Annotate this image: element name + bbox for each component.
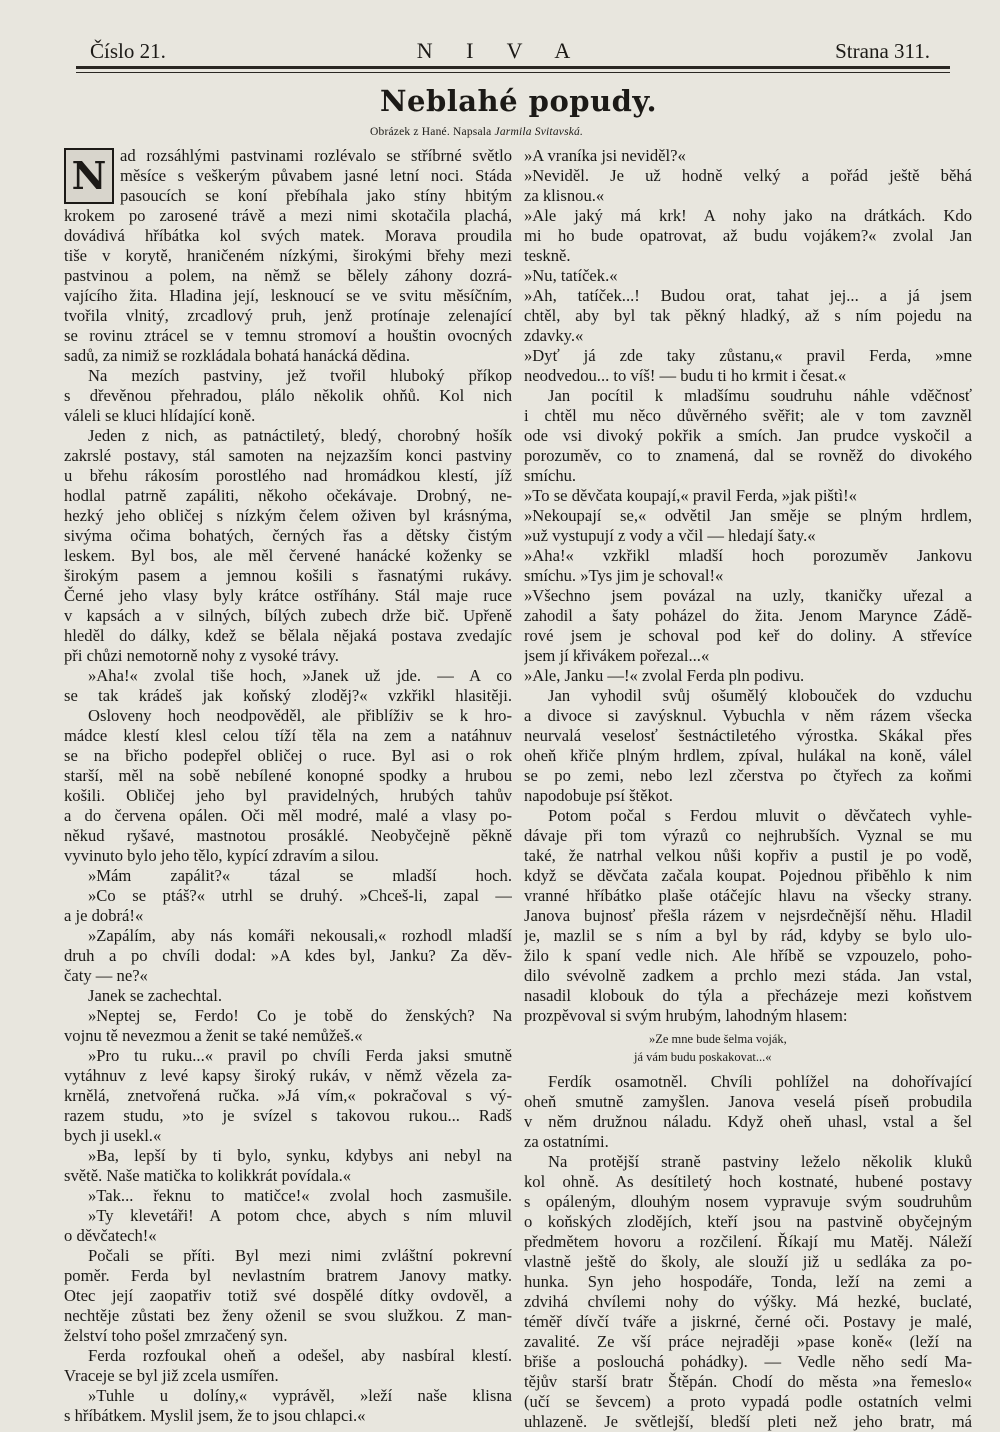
text-line: žilo k spaní vedle nich. Ale hříbě se vzpouzelo, poho-	[524, 946, 972, 965]
text-line: předmětem hovoru a rozčilení. Říkají mu Matěj. Náleží	[524, 1232, 972, 1251]
text-line: poměr. Ferda byl nevlastním bratrem Janovy matky.	[64, 1266, 512, 1285]
text-line: smíchu. »Tys jim je schoval!«	[524, 566, 724, 585]
text-line: jsem jí křivákem pořezal...«	[524, 646, 710, 665]
text-line: smíchu.	[524, 466, 577, 485]
text-line: oheň křiče plným hrdlem, zpíval, hulákal na koně, válel	[524, 746, 972, 765]
text-line: vyvinuto bylo jeho tělo, kypící zdravím a silou.	[64, 846, 379, 865]
text-line: Na protější straně pastviny leželo několik kluků	[548, 1152, 972, 1171]
text-line: tvořila vlnitý, zrcadlový pruh, jenž protínaje zelenající	[64, 306, 512, 325]
text-line: vajícího žita. Hladina její, lesknoucí se ve svitu měsíčním,	[64, 286, 512, 305]
text-line: sadů, za nimiž se rozkládala bohatá hanácká dědina.	[64, 346, 411, 365]
text-line: »Mám zapálit?« tázal se mladší hoch.	[88, 866, 512, 885]
text-line: zakrslé postavy, stál samoten na nejzazším konci pastviny	[64, 446, 512, 465]
text-line: světě. Naše matička to kolikkrát povídala.«	[64, 1166, 352, 1185]
header-rule-thin	[76, 72, 950, 73]
text-line: »To se děvčata koupají,« pravil Ferda, »jak pištì!«	[524, 486, 857, 505]
right-column	[524, 146, 972, 1432]
text-line: »Pro tu ruku...« pravil po chvíli Ferda jaksi smutně	[88, 1046, 512, 1065]
text-line: a je dobrá!«	[64, 906, 144, 925]
text-line: když se děvčata začala koupat. Pojednou přiběhlo k nim	[524, 866, 972, 885]
text-line: »A vraníka jsi neviděl?«	[524, 146, 686, 165]
text-line: s hříbátkem. Myslil jsem, že to jsou chlapci.«	[64, 1406, 366, 1425]
text-line: Ferdík osamotněl. Chvíli pohlížel na dohořívající	[548, 1072, 972, 1091]
text-line: čaty — ne?«	[64, 966, 148, 985]
text-line: Ferda rozfoukal oheň a odešel, aby nasbíral klestí.	[88, 1346, 512, 1365]
text-line: hezký jeho obličej s nízkým čelem oživen byl krásnýma,	[64, 506, 512, 525]
text-line: s dřevěnou přehradou, plálo několik ohňů. Kol nich	[64, 386, 512, 405]
text-line: »Tak... řeknu to matičce!« zvolal hoch zasmušile.	[88, 1186, 512, 1205]
text-line: želství toho pošel zmrzačený syn.	[64, 1326, 288, 1345]
issue-number: Číslo 21.	[90, 39, 166, 63]
text-line: a do červena opálen. Oči měl modré, malé a vlasy po-	[64, 806, 512, 825]
text-line: »Ale, Janku —!« zvolal Ferda pln podivu.	[524, 666, 805, 685]
text-line: se po zemi, nebo lezl zčerstva po čtyřech za koňmi	[524, 766, 972, 785]
text-line: porozuměv, co to znamená, dal se rovněž do divokého	[524, 446, 972, 465]
left-column	[64, 146, 512, 1426]
text-line: za klisnou.«	[524, 186, 605, 205]
text-line: teskně.	[524, 246, 571, 265]
text-line: dovádivá hříbátka kol svých matek. Morava proudila	[64, 226, 512, 245]
text-line: Janova bujnosť přešla rázem v nejsrdečnější něhu. Hladil	[524, 906, 972, 925]
text-line: rové jsem je schoval pod keř do doliny. A střevíce	[524, 626, 972, 645]
text-line: »Všechno jsem povázal na uzly, tkaničky uřezal a	[524, 586, 972, 605]
text-line: »Tuhle u dolíny,« vyprávěl, »leží naše klisna	[88, 1386, 512, 1405]
text-line: o koňských zlodějích, kteří jsou na pastvině obyčejným	[524, 1212, 972, 1231]
text-line: »už vystupují z vody a včil — hledají šaty.«	[524, 526, 816, 545]
text-line: vranné hříbátko plaše otáčejíc hlavu na všecky strany.	[524, 886, 972, 905]
text-line: sivýma očima bohatých, černých řas a dětsky čistým	[64, 526, 512, 545]
text-line: »Ale jaký má krk! A nohy jako na drátkách. Kdo	[524, 206, 972, 225]
page-number: Strana 311.	[835, 39, 930, 63]
text-line: vytáhnuv z levé kapsy široký rukáv, v němž vězela za-	[64, 1066, 512, 1085]
article-title: Neblahé popudy.	[380, 84, 658, 118]
text-line: v něm družnou náladu. Když oheň uhasl, vstal a šel	[524, 1112, 972, 1131]
text-line: »Aha!« vzkřikl mladší hoch porozuměv Jankovu	[524, 546, 972, 565]
text-line: »Ah, tatíček...! Budou orat, tahat jej... a já jsem	[524, 286, 972, 305]
text-line: mádce klestí klesl celou tíží těla na zem a natáhnuv	[64, 726, 512, 745]
text-line: Počali se příti. Byl mezi nimi zvláštní pokrevní	[88, 1246, 512, 1265]
text-line: neurvalá veselosť šestnáctiletého výrostka. Skákal přes	[524, 726, 972, 745]
text-line: Černé jeho vlasy byly krátce ostříhány. Stál maje ruce	[64, 586, 512, 605]
running-header	[90, 38, 930, 64]
text-line: někud ryšavé, mastnotou prosáklé. Neobyčejně pěkně	[64, 826, 512, 845]
text-line: »Ba, lepší by ti bylo, synku, kdybys ani nebyl na	[88, 1146, 512, 1165]
text-line: tiše v korytě, hraničeném nízkými, širokými břehy mezi	[64, 246, 512, 265]
verse-line: já vám budu poskakovat...«	[634, 1050, 772, 1064]
song-verse	[524, 1030, 972, 1066]
text-line: Jan pocítil k mladšímu soudruhu náhle vděčnosť	[548, 386, 972, 405]
text-line: dilo svévolně zadkem a prchlo mezi stáda. Jan vstal,	[524, 966, 972, 985]
text-line: Na mezích pastviny, jež tvořil hluboký příkop	[88, 366, 512, 385]
text-line: Janek se zachechtal.	[88, 986, 223, 1005]
byline-author: Jarmila Svitavská.	[494, 126, 584, 138]
text-line: »Zapálím, aby nás komáři nekousali,« rozhodl mladší	[88, 926, 512, 945]
text-line: razem studu, »to je svízel s takovou rukou... Radš	[64, 1106, 512, 1125]
text-line: »Ty klevetáři! A potom chce, abych s ním mluvil	[88, 1206, 512, 1225]
text-line: ode vsi divoký pokřik a smích. Jan prudce vyskočil a	[524, 426, 972, 445]
text-line: nasadil klobouk do týla a přecházeje mezi koňstvem	[524, 986, 972, 1005]
text-line: zavalité. Ze vší práce nejraději »pase koně« (leží na	[524, 1332, 972, 1351]
text-line: při chůzi nemotorně nohy z vysoké trávy.	[64, 646, 339, 665]
text-line: kol ohně. As desítiletý hoch kostnaté, hubené postavy	[524, 1172, 972, 1191]
text-line: Potom počal s Ferdou mluvit o děvčatech vyhle-	[548, 806, 972, 825]
text-line: »Dyť já zde taky zůstanu,« pravil Ferda, »mne	[524, 346, 972, 365]
text-line: s opáleným, dlouhým nosem vypravuje svým soudruhům	[524, 1192, 972, 1211]
text-line: neodvedou... to víš! — budu ti ho krmit i česat.«	[524, 366, 847, 385]
text-line: širokým pasem a jemnou košili s řasnatými rukávy.	[64, 566, 512, 585]
text-line: mi ho bude opatrovat, až budu vojákem?« zvolal Jan	[524, 226, 972, 245]
drop-cap: N	[64, 148, 114, 204]
publication-name: N I V A	[416, 38, 585, 63]
text-line: téměř dívčí tváře a jiskrné, černé oči. Postavy je malé,	[524, 1312, 972, 1331]
text-line: »Neviděl. Je už hodně velký a pořád ještě běhá	[524, 166, 972, 185]
text-line: bych ji usekl.«	[64, 1126, 162, 1145]
text-line: napodobuje psí štěkot.	[524, 786, 673, 805]
header-rule-thick	[76, 66, 950, 69]
text-line: vojnu tě nevezmou a ženit se také nemůžeš.«	[64, 1026, 363, 1045]
text-line: oheň smutně zamyšlen. Janova veselá píseň probudila	[524, 1092, 972, 1111]
text-line: »Nekoupají se,« odvětil Jan směje se plným hrdlem,	[524, 506, 972, 525]
text-line: tějův starší bratr Štěpán. Chodí do města »na řemeslo«	[524, 1372, 972, 1391]
text-line: dávaje při tom výrazů co nejhrubších. Vyznal se mu	[524, 826, 972, 845]
text-line: »Aha!« zvolal tiše hoch, »Janek už jde. — A co	[88, 666, 512, 685]
text-line: prozpěvoval si svým hrubým, lahodným hlasem:	[524, 1006, 848, 1025]
text-line: hunka. Syn jeho hospodáře, Tonda, leží na zemi a	[524, 1272, 972, 1291]
text-line: měsíce s veškerým půvabem jasné letní noci. Stáda	[120, 166, 512, 185]
text-line: zdvihá chvílemi nohy do výšky. Má hezké, buclaté,	[524, 1292, 972, 1311]
text-line: starší, měl na sobě nebílené konopné spodky a hrubou	[64, 766, 512, 785]
verse-line: »Ze mne bude šelma voják,	[649, 1032, 787, 1046]
text-line: krnělá, znetvořená ručka. »Já vím,« pokračoval s vý-	[64, 1086, 512, 1105]
byline-prefix: Obrázek z Hané. Napsala	[370, 126, 492, 138]
text-line: Vraceje se byl již zcela usmířen.	[64, 1366, 279, 1385]
text-line: pasoucích se koní přebíhala jako stíny hbitým	[120, 186, 512, 205]
text-line: Jeden z nich, as patnáctiletý, bledý, chorobný hošík	[88, 426, 512, 445]
text-line: zdavky.«	[524, 326, 584, 345]
text-line: uhlazeně. Je světlejší, bledší pleti než jeho bratr, má	[524, 1412, 972, 1431]
text-line: vlastně ještě do školy, ale slouží již u sedláka za po-	[524, 1252, 972, 1271]
text-line: v kapsách a v silných, bílých zubech drže bič. Upřeně	[64, 606, 512, 625]
text-line: »Co se ptáš?« utrhl se druhý. »Chceš-li, zapal —	[88, 886, 512, 905]
text-line: Osloveny hoch neodpověděl, ale přiblíživ se k hro-	[88, 706, 512, 725]
text-line: ad rozsáhlými pastvinami rozlévalo se stříbrné světlo	[120, 146, 512, 165]
text-line: nechtěje zůstati bez ženy oženil se svou služkou. Z man-	[64, 1306, 512, 1325]
text-line: o děvčatech!«	[64, 1226, 157, 1245]
text-line: u břehu rákosím porostlého nad hromádkou klestí, jíž	[64, 466, 512, 485]
byline	[370, 126, 583, 138]
text-line: hodlal patrně zapáliti, někoho očekávaje. Drobný, ne-	[64, 486, 512, 505]
text-line: (učí se ševcem) a proto vypadá podle ostatních velmi	[524, 1392, 972, 1411]
text-line: také, že natrhal velkou nůši kopřiv a pustil je po vodě,	[524, 846, 972, 865]
text-line: druh a po chvíli dodal: »A kdes byl, Janku? Za děv-	[64, 946, 512, 965]
text-line: krokem po zarosené trávě a mezi nimi skotačila plachá,	[64, 206, 512, 225]
text-line: váleli se kluci hlídající koně.	[64, 406, 256, 425]
text-line: »Neptej se, Ferdo! Co je tobě do ženských? Na	[88, 1006, 512, 1025]
text-line: leskem. Byl bos, ale měl červené hanácké koženky se	[64, 546, 512, 565]
text-line: i chtěl mu něco důvěrného svěřit; ale v tom zavzněl	[524, 406, 972, 425]
text-line: zahodil a šaty poházel do žita. Jenom Marynce Zádě-	[524, 606, 972, 625]
text-line: se rovinu ztrácel se v temnu stromoví a houštin ovocných	[64, 326, 512, 345]
text-line: je, mazlil se s ním a byl by rád, kdyby se bylo ulo-	[524, 926, 972, 945]
text-line: »Nu, tatíček.«	[524, 266, 618, 285]
text-line: se tak krádeš jak koňský zloděj?« vzkřikl hlasitěji.	[64, 686, 512, 705]
text-line: Otec její zaopatřiv totiž své dospělé dítky ovdověl, a	[64, 1286, 512, 1305]
text-line: pastvinou a polem, na němž se bělely záhony dozrá-	[64, 266, 512, 285]
text-line: břiše a poslouchá pohádky). — Vedle něho sedí Ma-	[524, 1352, 972, 1371]
text-line: a divoce si zavýsknul. Vybuchla v něm rázem všecka	[524, 706, 972, 725]
text-line: hleděl do dálky, kdež se bělala nějaká postava zvedajíc	[64, 626, 512, 645]
text-line: Jan vyhodil svůj ošumělý klobouček do vzduchu	[548, 686, 972, 705]
text-line: chtěl, aby byl tak pěkný hladký, až s ním pojedu na	[524, 306, 972, 325]
text-line: se na břicho podepřel obličej o ruce. Byl asi o rok	[64, 746, 512, 765]
text-line: za ostatními.	[524, 1132, 609, 1151]
text-line: košili. Obličej jeho byl pravidelných, hrubých tahův	[64, 786, 512, 805]
